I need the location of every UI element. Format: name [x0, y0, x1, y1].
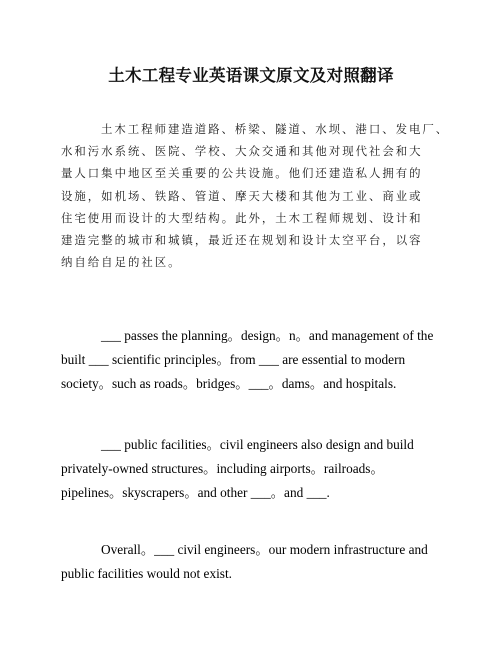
english-paragraph-2 [61, 433, 446, 505]
paragraph-line: ___ public facilities。civil engineers also design and build [101, 437, 414, 452]
paragraph-line: 水和污水系统、医院、学校、大众交通和其他对现代社会和大 [61, 144, 423, 159]
chinese-paragraph [61, 118, 450, 273]
paragraph-line: 土木工程师建造道路、桥梁、隧道、水坝、港口、发电厂、 [101, 122, 450, 136]
paragraph-line: 建造完整的城市和城镇，最近还在规划和设计太空平台，以容 [61, 233, 423, 248]
paragraph-line: 纳自给自足的社区。 [61, 255, 182, 270]
english-paragraph-1 [61, 324, 446, 396]
paragraph-line: ___ passes the planning。design。n。and management of the [101, 328, 434, 343]
paragraph-line: pipelines。skyscrapers。and other ___。and ___. [61, 485, 330, 500]
paragraph-line: society。such as roads。bridges。___。dams。and hospitals. [61, 376, 397, 391]
paragraph-line: built ___ scientific principles。from ___ are essential to modern [61, 352, 406, 367]
paragraph-line: Overall。___ civil engineers。our modern infrastructure and [101, 542, 428, 557]
paragraph-line: privately-owned structures。including airports。railroads。 [61, 461, 384, 476]
paragraph-line: 量人口集中地区至关重要的公共设施。他们还建造私人拥有的 [61, 166, 423, 181]
paragraph-line: 设施，如机场、铁路、管道、摩天大楼和其他为工业、商业或 [61, 188, 423, 203]
document-title: 土木工程专业英语课文原文及对照翻译 [108, 66, 394, 85]
english-paragraph-3 [61, 538, 446, 586]
paragraph-line: 住宅使用而设计的大型结构。此外，土木工程师规划、设计和 [61, 210, 423, 225]
paragraph-line: public facilities would not exist. [61, 566, 232, 581]
